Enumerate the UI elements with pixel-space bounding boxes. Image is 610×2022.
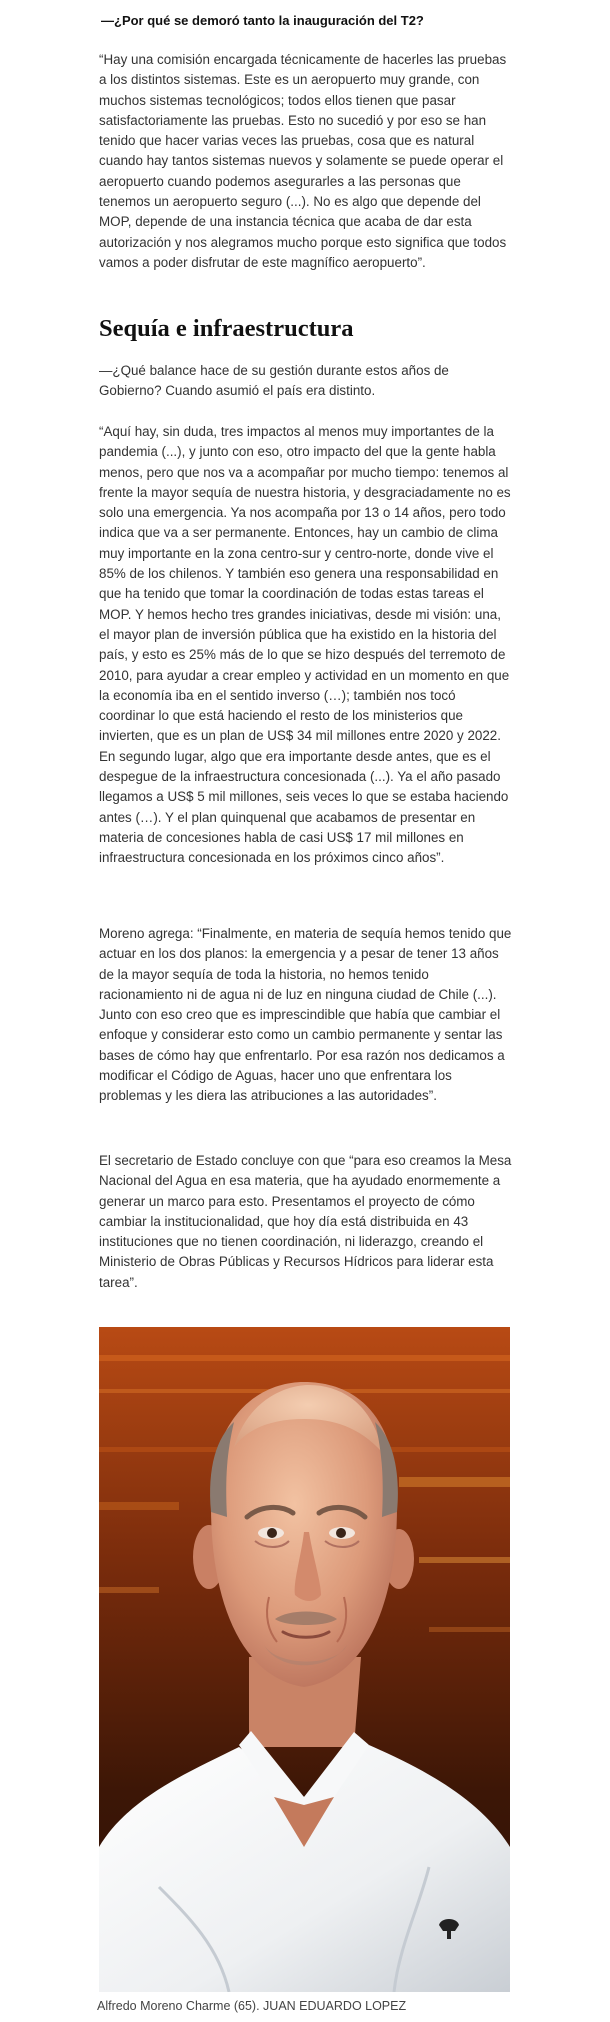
paragraph-moreno-adds: Moreno agrega: “Finalmente, en materia de sequía hemos tenido que actuar en los dos planos: la emergencia y a pesar de tener 13 años de la mayor sequía de toda la historia, no hemos tenido racionamiento ni de agua ni de luz en ninguna ciudad de Chile (...). Junto con eso creo que es imprescindible que había que cambiar el enfoque y considerar esto como un cambio permanente y sentar las bases de cómo hay que enfrentarlo. Por esa razón nos dedicamos a modificar el Código de Aguas, hacer uno que enfrentara los problemas y les diera las atribuciones a las autoridades”. xyxy=(99,926,512,1104)
paragraph-secretary-concludes: El secretario de Estado concluye con que “para eso creamos la Mesa Nacional del Agua en esa materia, que ha ayudado enormemente a generar un marco para esto. Presentamos el proyecto de cómo cambiar la institucionalidad, que hoy día está distribuida en 43 instituciones que no tienen coordinación, ni liderazgo, creando el Ministerio de Obras Públicas y Recursos Hídricos para liderar esta tarea”. xyxy=(99,1153,512,1290)
answer-paragraph-balance: “Aquí hay, sin duda, tres impactos al menos muy importantes de la pandemia (...), y junto con eso, otro impacto del que la gente habla menos, pero que nos va a acompañar por mucho tiempo: tenemos al frente la mayor sequía de nuestra historia, y desgraciadamente no es solo una emergencia. Ya nos acompaña por 13 o 14 años, pero todo indica que va a ser permanente. Entonces, hay un cambio de clima muy importante en la zona centro-sur y centro-norte, donde vive el 85% de los chilenos. Y también eso genera una responsabilidad en que ha tenido que tomar la coordinación de todas estas tareas el MOP. Y hemos hecho tres grandes iniciativas, desde mi visión: una, el mayor plan de inversión pública que ha existido en la historia del país, y esto es 25% más de lo que se hizo después del terremoto de 2010, para ayudar a crear empleo y actividad en un momento en que la economía iba en el sentido inverso (…); también nos tocó coordinar lo que está haciendo el resto de los ministerios que invierten, que es un plan de US$ 34 mil millones entre 2020 y 2022. En segundo lugar, algo que era importante desde antes, que es el despegue de la infraestructura concesionada (...). Ya el año pasado llegamos a US$ 5 mil millones, seis veces lo que se estaba haciendo antes (…). Y el plan quinquenal que acabamos de presentar en materia de concesiones habla de casi US$ 17 mil millones en infraestructura concesionada en los próximos cinco años”. xyxy=(99,424,511,866)
section-title: Sequía e infraestructura xyxy=(99,315,354,342)
interview-question-t2: —¿Por qué se demoró tanto la inauguración del T2? xyxy=(101,13,424,28)
portrait-photo xyxy=(99,1327,510,1992)
photo-caption: Alfredo Moreno Charme (65). JUAN EDUARDO LOPEZ xyxy=(97,1999,407,2013)
answer-paragraph-t2: “Hay una comisión encargada técnicamente de hacerles las pruebas a los distintos sistemas. Este es un aeropuerto muy grande, con muchos sistemas tecnológicos; todos ellos tienen que pasar satisfactoriamente las pruebas. Esto no sucedió y por eso se han tenido que hacer varias veces las pruebas, cosa que es natural cuando hay tantos sistemas nuevos y solamente se puede operar el aeropuerto cuando podemos asegurarles a las personas que tenemos un aeropuerto seguro (...). No es algo que depende del MOP, depende de una instancia técnica que acaba de dar esta autorización y nos alegramos mucho porque esto significa que todos vamos a poder disfrutar de este magnífico aeropuerto”. xyxy=(99,52,507,270)
interview-question-balance: —¿Qué balance hace de su gestión durante estos años de Gobierno? Cuando asumió el país era distinto. xyxy=(99,363,449,399)
